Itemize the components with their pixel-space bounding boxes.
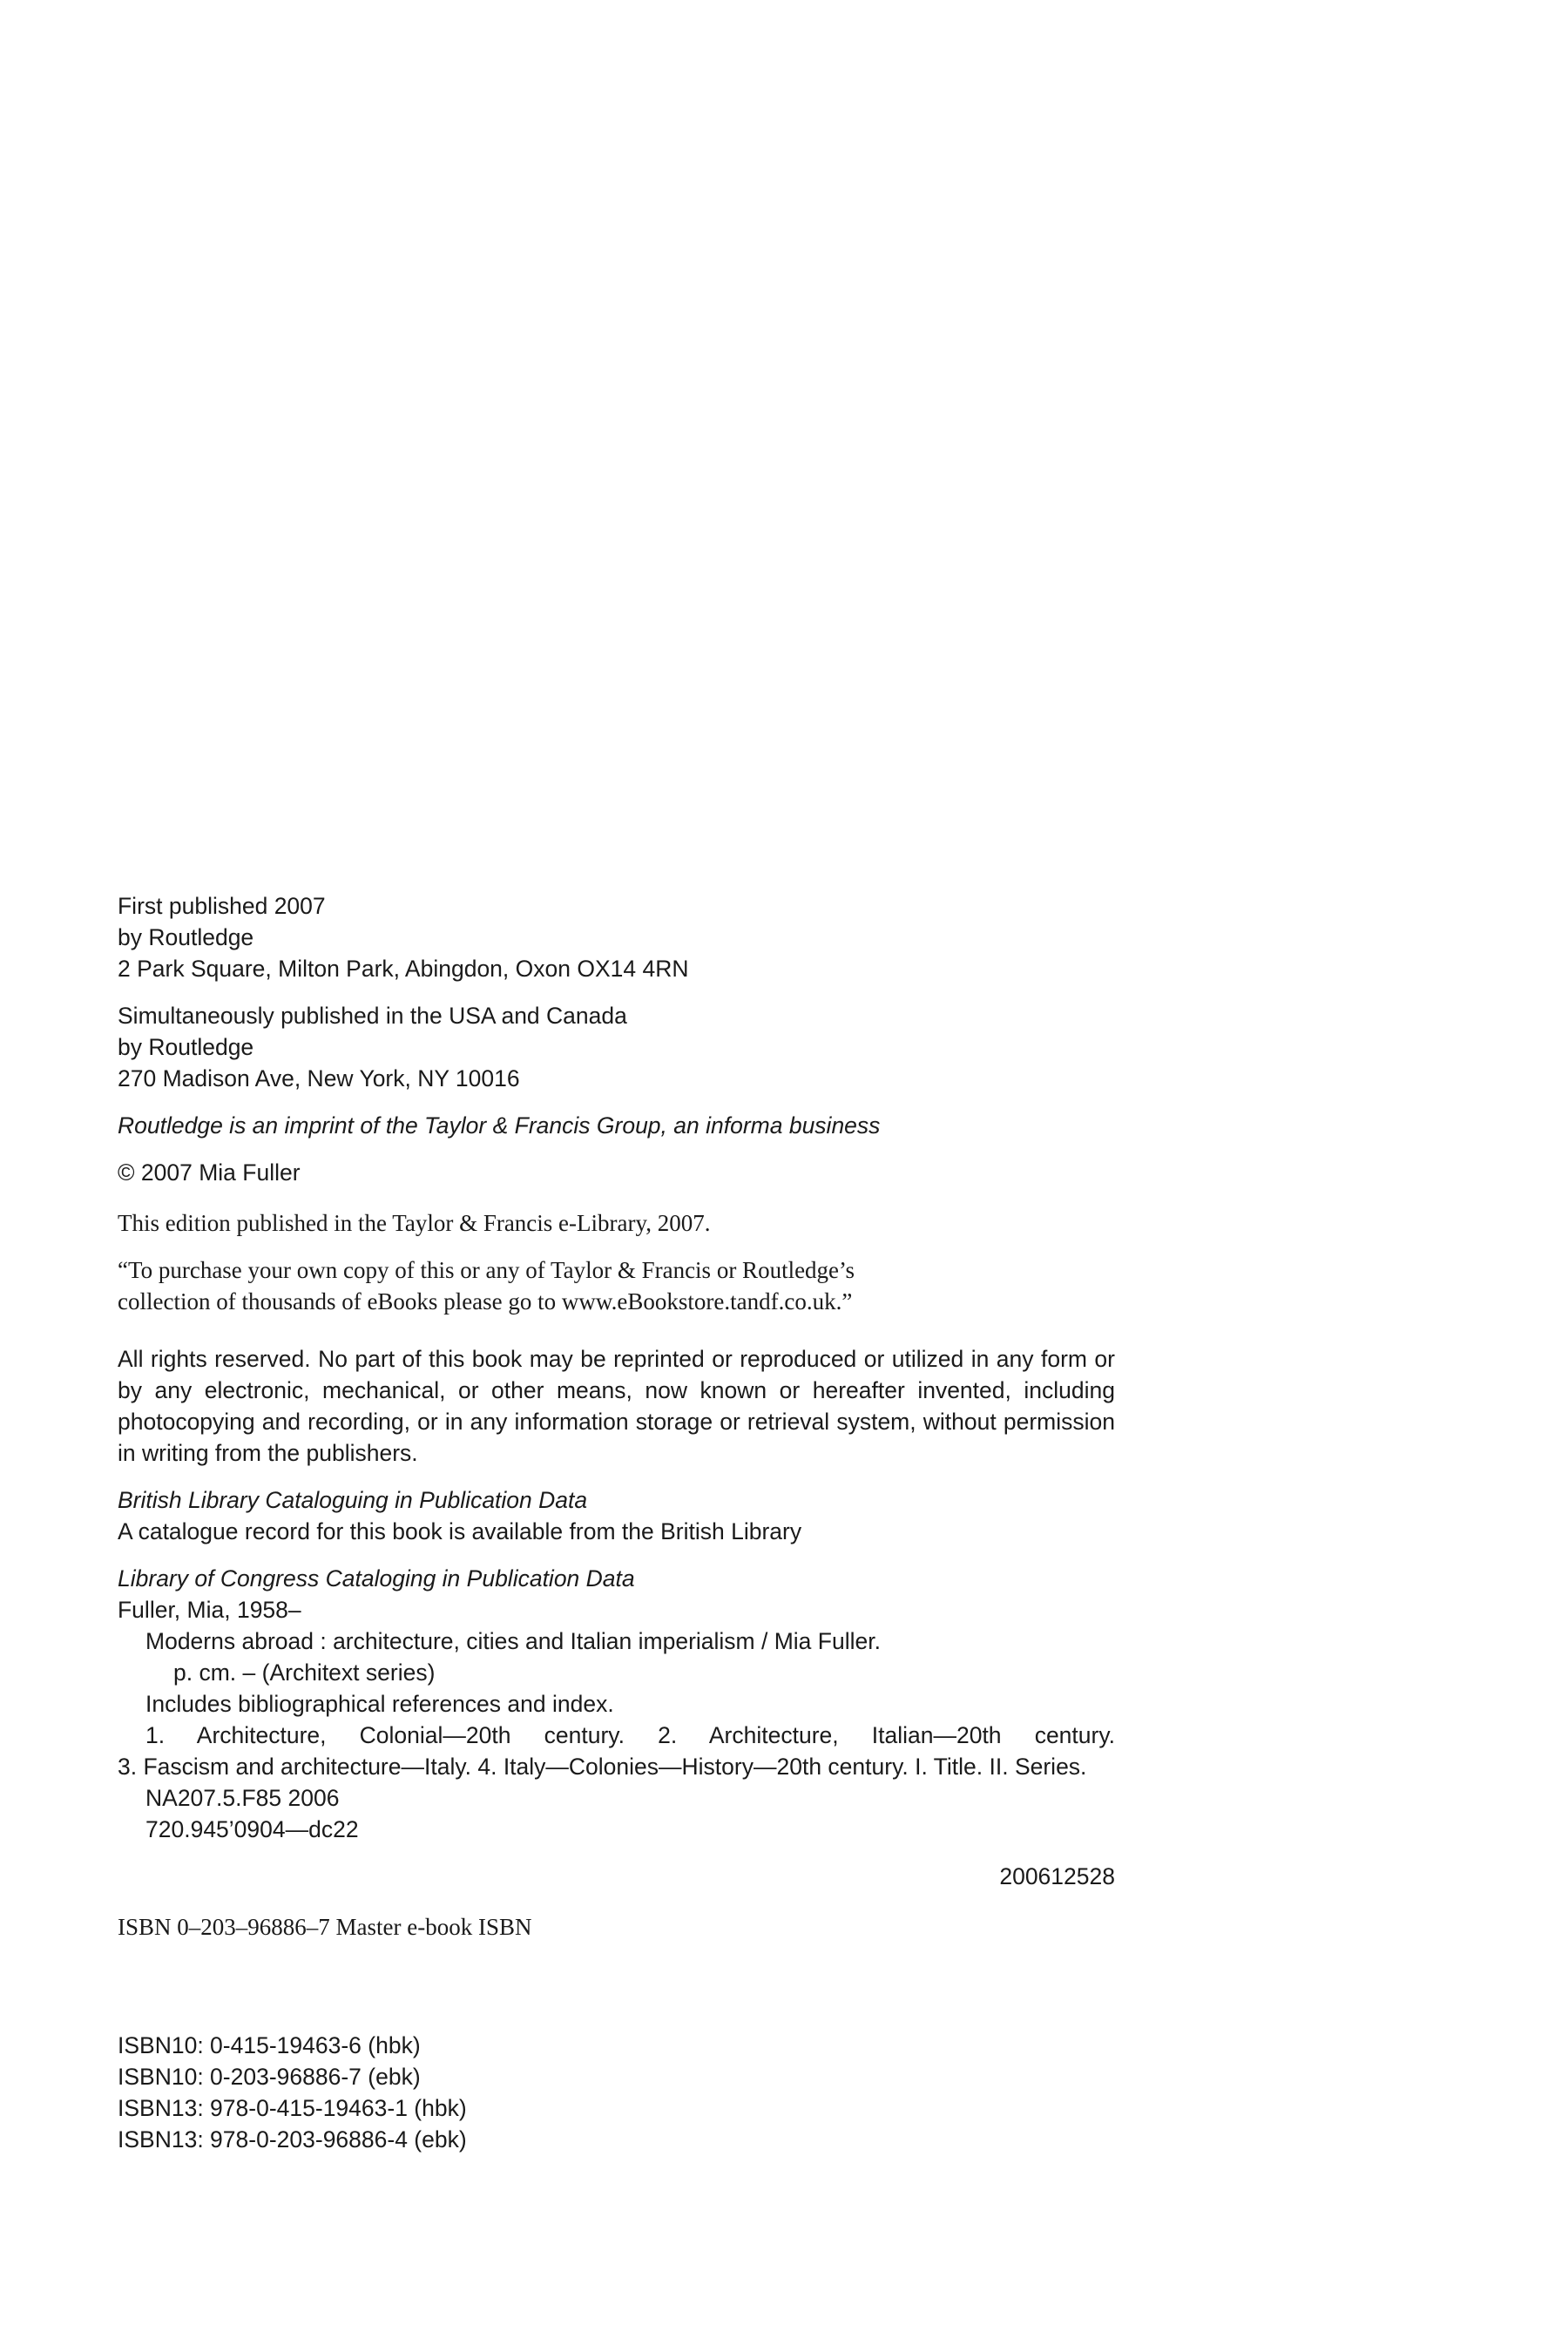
- us-publication-info: [118, 1000, 1115, 1094]
- rights-statement: All rights reserved. No part of this book may be reprinted or reproduced or utilized in any form or by any electronic, mechanical, or other means, now known or hereafter invented, including photocopying and recording, or in any information storage or retrieval system, without permission in writing from the publishers.: [118, 1346, 1115, 1466]
- loc-heading: Library of Congress Cataloging in Publication Data: [118, 1565, 635, 1592]
- loc-call-number: NA207.5.F85 2006: [145, 1785, 340, 1811]
- loc-title: Moderns abroad : architecture, cities and Italian imperialism / Mia Fuller.: [145, 1628, 881, 1654]
- first-published: First published 2007: [118, 893, 326, 919]
- loc-subjects-rest: 3. Fascism and architecture—Italy. 4. Italy—Colonies—History—20th century. I. Title. II. Series.: [118, 1754, 1087, 1780]
- british-library-text: A catalogue record for this book is available from the British Library: [118, 1518, 802, 1544]
- master-isbn: ISBN 0–203–96886–7 Master e-book ISBN: [118, 1914, 532, 1940]
- isbn-10-ebk: ISBN10: 0-203-96886-7 (ebk): [118, 2064, 421, 2090]
- isbn-list: [118, 2030, 1115, 2155]
- purchase-line-2: collection of thousands of eBooks please go to www.eBookstore.tandf.co.uk.”: [118, 1288, 853, 1315]
- imprint-statement: Routledge is an imprint of the Taylor & Francis Group, an informa business: [118, 1112, 881, 1139]
- loc-dewey: 720.945’0904—dc22: [145, 1816, 359, 1842]
- isbn-13-ebk: ISBN13: 978-0-203-96886-4 (ebk): [118, 2126, 467, 2153]
- copyright-page: [118, 890, 1115, 2155]
- loc-data: [118, 1563, 1115, 1892]
- publication-info: [118, 890, 1115, 984]
- publisher-address-us: 270 Madison Ave, New York, NY 10016: [118, 1065, 520, 1092]
- purchase-line-1: “To purchase your own copy of this or any of Taylor & Francis or Routledge’s: [118, 1257, 855, 1283]
- publisher-address-uk: 2 Park Square, Milton Park, Abingdon, Oxon OX14 4RN: [118, 956, 689, 982]
- loc-lccn: 200612528: [999, 1863, 1115, 1889]
- loc-includes: Includes bibliographical references and index.: [145, 1691, 614, 1717]
- copyright-notice: © 2007 Mia Fuller: [118, 1159, 301, 1186]
- ebook-purchase-note: [118, 1254, 1115, 1317]
- ebook-edition: This edition published in the Taylor & Francis e-Library, 2007.: [118, 1210, 711, 1236]
- publisher-by: by Routledge: [118, 924, 254, 950]
- isbn-10-hbk: ISBN10: 0-415-19463-6 (hbk): [118, 2032, 421, 2058]
- simultaneous-publication: Simultaneously published in the USA and Canada: [118, 1003, 627, 1029]
- loc-subjects-line-1: 1. Architecture, Colonial—20th century. 2. Architecture, Italian—20th century.: [145, 1722, 1115, 1748]
- publisher-by-us: by Routledge: [118, 1034, 254, 1060]
- loc-pages: p. cm. – (Architext series): [173, 1659, 436, 1686]
- british-library-heading: British Library Cataloguing in Publication Data: [118, 1487, 588, 1513]
- british-library-data: [118, 1484, 1115, 1547]
- isbn-13-hbk: ISBN13: 978-0-415-19463-1 (hbk): [118, 2095, 467, 2121]
- loc-author: Fuller, Mia, 1958–: [118, 1597, 301, 1623]
